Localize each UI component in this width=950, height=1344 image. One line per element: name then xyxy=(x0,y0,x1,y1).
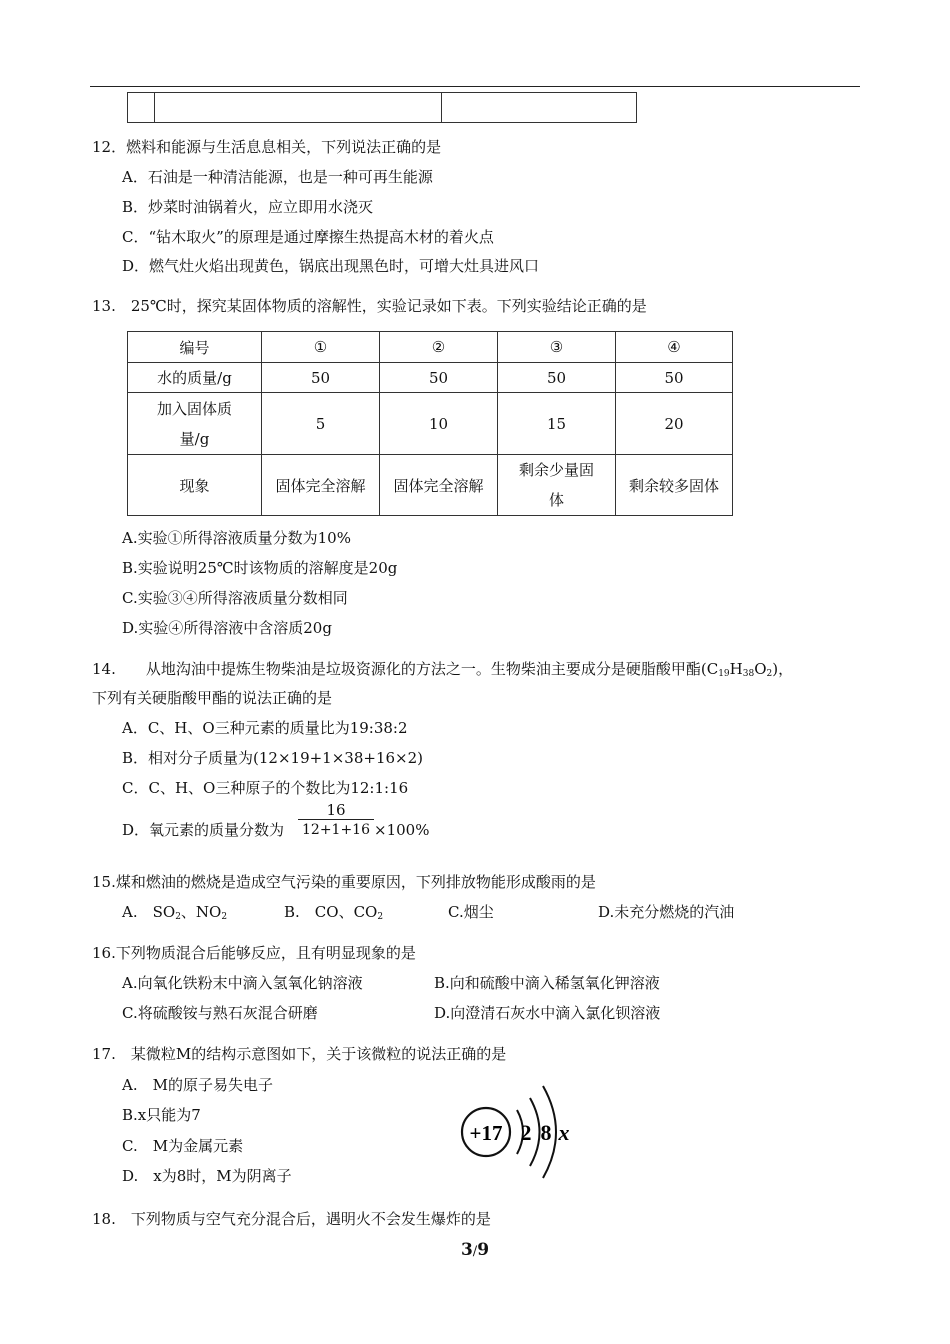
q16-option-b: B.向和硫酸中滴入稀氢氧化钾溶液 xyxy=(434,974,660,992)
total-pages: 9 xyxy=(477,1240,490,1260)
q15-option-a xyxy=(122,902,227,927)
q17-option-c: C. M为金属元素 xyxy=(122,1137,244,1155)
subscript: 2 xyxy=(221,912,228,922)
table-cell: 5 xyxy=(262,393,380,455)
table-cell: 水的质量/g xyxy=(128,363,262,393)
atom-structure-diagram xyxy=(455,1080,585,1185)
q12-option-c: C．“钻木取火”的原理是通过摩擦生热提高木材的着火点 xyxy=(122,228,494,246)
subscript: 19 xyxy=(718,669,730,679)
option-text: 、NO xyxy=(180,903,222,921)
fraction xyxy=(298,801,374,840)
q14-option-c: C．C、H、O三种原子的个数比为12:1:16 xyxy=(122,779,409,797)
q14-option-b: B．相对分子质量为(12×19+1×38+16×2) xyxy=(122,749,424,767)
q12-option-a: A．石油是一种清洁能源，也是一种可再生能源 xyxy=(122,168,433,186)
cell-line: 加入固体质 xyxy=(156,399,232,418)
shell-1-electrons: 2 xyxy=(520,1120,532,1145)
subscript: 2 xyxy=(175,912,181,922)
shell-3-electrons: x xyxy=(558,1120,570,1145)
q13-option-b: B.实验说明25℃时该物质的溶解度是20g xyxy=(122,559,398,577)
q15-option-d: D.未充分燃烧的汽油 xyxy=(598,903,735,921)
previous-table-remnant xyxy=(127,92,637,123)
table-cell xyxy=(155,93,442,123)
subscript: 2 xyxy=(377,912,384,922)
q16-stem: 16.下列物质混合后能够反应，且有明显现象的是 xyxy=(92,944,416,962)
q15-option-c: C.烟尘 xyxy=(448,903,494,921)
q14-stem-line1 xyxy=(92,659,793,684)
table-cell xyxy=(442,93,637,123)
shell-2-electrons: 8 xyxy=(540,1120,552,1145)
q16-option-c: C.将硫酸铵与熟石灰混合研磨 xyxy=(122,1004,318,1022)
cell-line: 体 xyxy=(548,491,564,509)
table-cell xyxy=(498,455,616,516)
q14-stem-line2: 下列有关硬脂酸甲酯的说法正确的是 xyxy=(92,689,333,707)
q15-option-b xyxy=(284,902,383,927)
table-cell: 剩余较多固体 xyxy=(616,455,733,516)
q15-stem: 15.煤和燃油的燃烧是造成空气污染的重要原因，下列排放物能形成酸雨的是 xyxy=(92,873,596,891)
fraction-denominator: 12+1+16 xyxy=(302,822,370,838)
q18-stem: 18. 下列物质与空气充分混合后，遇明火不会发生爆炸的是 xyxy=(92,1210,491,1228)
q12-option-d: D．燃气灶火焰出现黄色，锅底出现黑色时，可增大灶具进风口 xyxy=(122,257,540,275)
cell-line: 量/g xyxy=(179,429,210,448)
table-cell: 15 xyxy=(498,393,616,455)
option-text: A. SO xyxy=(122,903,176,921)
table-cell xyxy=(128,93,155,123)
q13-option-a: A.实验①所得溶液质量分数为10% xyxy=(122,529,351,547)
table-cell: 现象 xyxy=(128,455,262,516)
table-cell: 固体完全溶解 xyxy=(262,455,380,516)
q16-option-d: D.向澄清石灰水中滴入氯化钡溶液 xyxy=(434,1004,661,1022)
q14-option-a: A．C、H、O三种元素的质量比为19:38:2 xyxy=(122,719,408,737)
q12-option-b: B．炒菜时油锅着火，应立即用水浇灭 xyxy=(122,198,374,216)
nucleus-charge: +17 xyxy=(469,1121,503,1145)
q13-option-c: C.实验③④所得溶液质量分数相同 xyxy=(122,589,348,607)
stem-text: O xyxy=(754,660,767,678)
q17-option-b: B.x只能为7 xyxy=(122,1106,201,1124)
q16-option-a: A.向氧化铁粉末中滴入氢氧化钠溶液 xyxy=(122,974,363,992)
table-cell: 50 xyxy=(262,363,380,393)
q14-option-d-prefix: D．氧元素的质量分数为 xyxy=(122,821,285,839)
table-cell: 50 xyxy=(498,363,616,393)
fraction-suffix: ×100% xyxy=(374,821,430,839)
q17-option-d: D. x为8时，M为阴离子 xyxy=(122,1167,292,1185)
stem-text: 14. 从地沟油中提炼生物柴油是垃圾资源化的方法之一。生物柴油主要成分是硬脂酸甲酯(C xyxy=(92,660,719,678)
q13-stem: 13. 25℃时，探究某固体物质的溶解性，实验记录如下表。下列实验结论正确的是 xyxy=(92,297,647,315)
q17-stem: 17. 某微粒M的结构示意图如下，关于该微粒的说法正确的是 xyxy=(92,1045,507,1063)
table-cell: 固体完全溶解 xyxy=(380,455,498,516)
cell-line: 剩余少量固 xyxy=(518,461,594,479)
table-cell: 20 xyxy=(616,393,733,455)
stem-text: H xyxy=(729,660,743,678)
solubility-table xyxy=(127,331,733,516)
q12-stem: 12．燃料和能源与生活息息相关，下列说法正确的是 xyxy=(92,138,442,156)
table-header-cell: ① xyxy=(262,332,380,363)
stem-text: )， xyxy=(772,660,794,678)
subscript: 2 xyxy=(766,669,773,679)
q13-option-d: D.实验④所得溶液中含溶质20g xyxy=(122,619,332,637)
header-rule xyxy=(90,86,860,87)
option-text: B. CO、CO xyxy=(284,903,378,921)
page-number xyxy=(0,1240,950,1260)
table-cell: 50 xyxy=(616,363,733,393)
table-header-cell: ③ xyxy=(498,332,616,363)
table-cell: 50 xyxy=(380,363,498,393)
current-page: 3 xyxy=(460,1240,473,1260)
fraction-numerator: 16 xyxy=(298,801,374,820)
table-header-cell: ② xyxy=(380,332,498,363)
page-separator: / xyxy=(472,1244,478,1259)
table-cell: 10 xyxy=(380,393,498,455)
q17-option-a: A. M的原子易失电子 xyxy=(122,1076,273,1094)
table-header-cell: ④ xyxy=(616,332,733,363)
table-cell xyxy=(128,393,262,455)
subscript: 38 xyxy=(742,669,755,679)
table-header-cell: 编号 xyxy=(128,332,262,363)
